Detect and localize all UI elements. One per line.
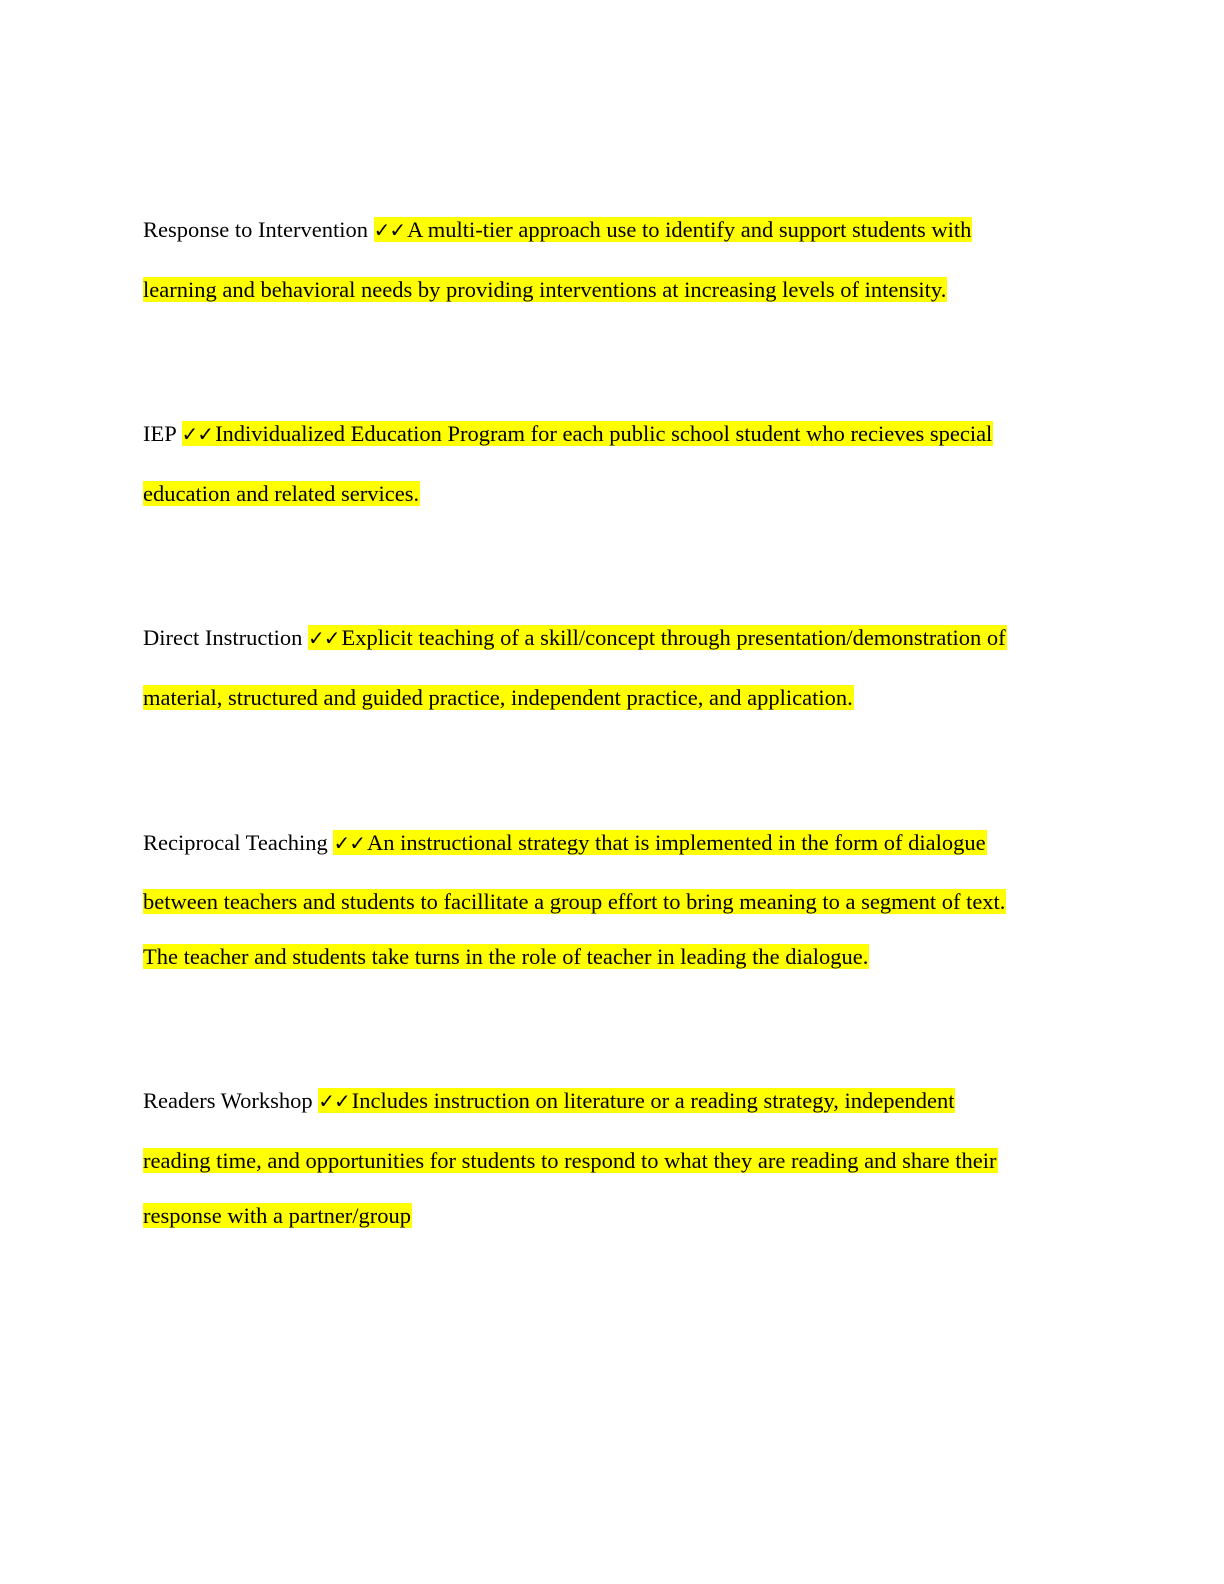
definition-text: learning and behavioral needs by providing interventions at increasing levels of intensity. xyxy=(143,277,947,302)
definition-line xyxy=(143,214,972,246)
double-check-icon: ✓✓ xyxy=(307,626,340,650)
definition-line xyxy=(143,1085,955,1117)
definition-text: Explicit teaching of a skill/concept through presentation/demonstration of xyxy=(341,625,1006,650)
definition-line xyxy=(143,827,987,859)
definition-line xyxy=(143,478,420,510)
definition-text: response with a partner/group xyxy=(143,1203,412,1228)
definition-text: A multi-tier approach use to identify and support students with xyxy=(407,217,972,242)
term-label: Direct Instruction xyxy=(143,625,303,650)
term-label: Reciprocal Teaching xyxy=(143,830,328,855)
term-label: IEP xyxy=(143,421,176,446)
definition-line xyxy=(143,886,1006,918)
definition-text: Individualized Education Program for each public school student who recieves special xyxy=(215,421,993,446)
definition-line xyxy=(143,682,854,714)
definition-line xyxy=(143,274,947,306)
definition-line xyxy=(143,941,869,973)
double-check-icon: ✓✓ xyxy=(181,422,214,446)
double-check-icon: ✓✓ xyxy=(318,1089,350,1113)
definition-line xyxy=(143,1145,998,1177)
term-label: Response to Intervention xyxy=(143,217,368,242)
definition-text: between teachers and students to facillitate a group effort to bring meaning to a segment of text. xyxy=(143,889,1006,914)
term-label: Readers Workshop xyxy=(143,1088,313,1113)
definition-text: Includes instruction on literature or a reading strategy, independent xyxy=(351,1088,955,1113)
double-check-icon: ✓✓ xyxy=(373,218,406,242)
definition-line xyxy=(143,1200,412,1232)
definition-text: education and related services. xyxy=(143,481,420,506)
definition-text: reading time, and opportunities for students to respond to what they are reading and share their xyxy=(143,1148,997,1173)
definition-text: material, structured and guided practice, independent practice, and application. xyxy=(143,685,853,710)
definition-text: The teacher and students take turns in the role of teacher in leading the dialogue. xyxy=(143,944,869,969)
definition-text: An instructional strategy that is implemented in the form of dialogue xyxy=(366,830,986,855)
definition-line xyxy=(143,622,1007,654)
double-check-icon: ✓✓ xyxy=(333,831,365,855)
definition-line xyxy=(143,418,993,450)
